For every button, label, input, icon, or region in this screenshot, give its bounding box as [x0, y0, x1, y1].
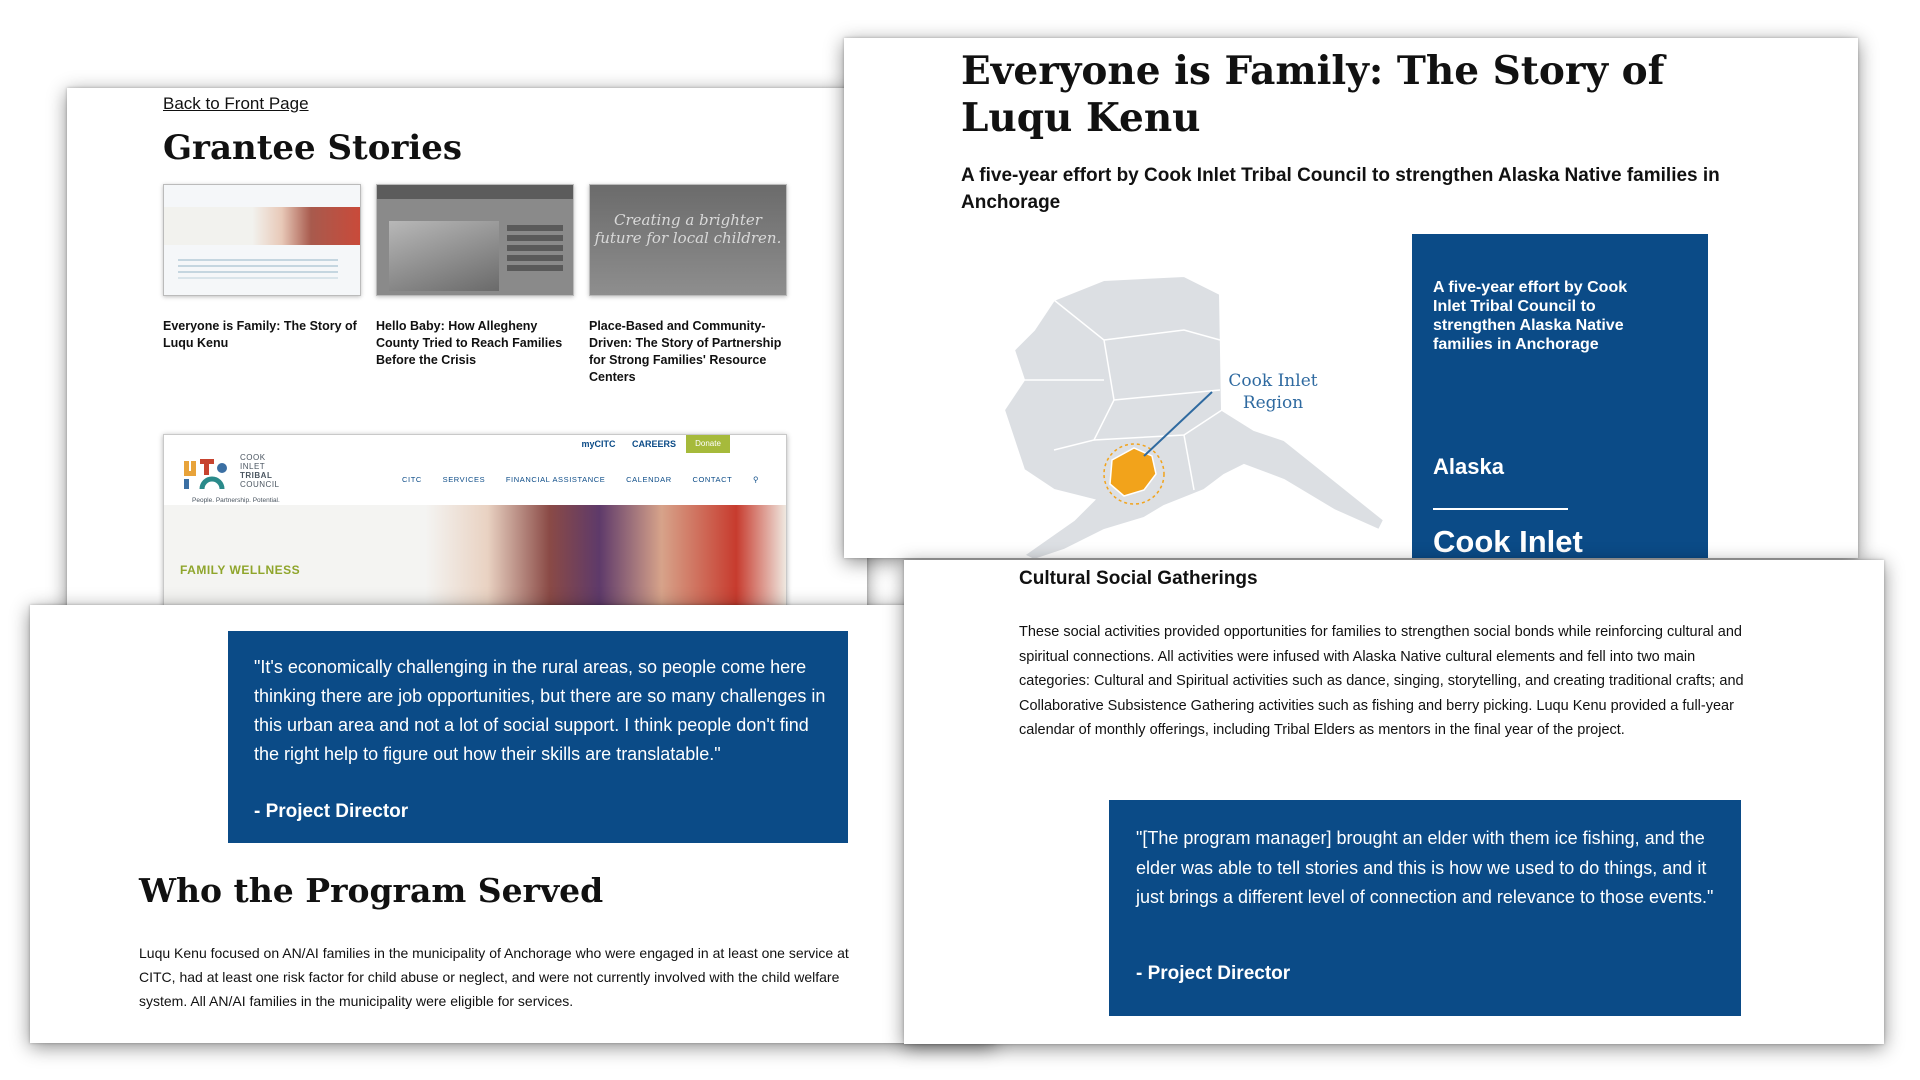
careers-link: CAREERS [631, 439, 676, 449]
who-served-panel [30, 605, 995, 1043]
search-icon: ⚲ [753, 475, 760, 484]
region-area-label: Cook Inlet [1433, 524, 1583, 558]
thumbnail-header-bar [377, 185, 573, 199]
story-card-place-based[interactable] [589, 184, 787, 386]
region-state-label: Alaska [1433, 454, 1504, 479]
grantee-stories-panel [67, 88, 867, 648]
grantee-stories-title: Grantee Stories [163, 128, 463, 168]
story-card-thumbnail[interactable] [163, 184, 361, 296]
back-to-front-page-link[interactable]: Back to Front Page [163, 94, 309, 113]
donate-button: Donate [686, 435, 730, 453]
pull-quote-elder [1109, 800, 1741, 1016]
quote-attribution: - Project Director [254, 801, 409, 822]
thumbnail-side-links [507, 225, 563, 231]
thumbnail-photo [389, 221, 499, 291]
cultural-gatherings-panel [904, 560, 1884, 1044]
nav-services: SERVICES [442, 475, 486, 484]
quote-text: "[The program manager] brought an elder with them ice fishing, and the elder was able to tell stories and this is how we used to do things, and it just brings a different level of connection and relevance to those events." [1136, 828, 1714, 907]
citc-top-nav [567, 439, 676, 449]
story-card-caption[interactable]: Hello Baby: How Allegheny County Tried to Reach Families Before the Crisis [376, 319, 563, 367]
citc-logo-text: COOK INLET TRIBAL COUNCIL [240, 453, 280, 489]
cook-inlet-region-label: Cook Inlet Region [1228, 371, 1318, 413]
citc-logo-icon [182, 457, 234, 491]
quote-text: "It's economically challenging in the rural areas, so people come here thinking there are job opportunities, but there are so many challenges in this urban area and not a lot of social support. I think people don't find the right help to figure out how their skills are translatable." [254, 657, 826, 764]
nav-calendar: CALENDAR [626, 475, 672, 484]
nav-financial-assistance: FINANCIAL ASSISTANCE [505, 475, 606, 484]
alaska-shape [1004, 276, 1384, 558]
thumbnail-hero-image [164, 207, 360, 245]
story-card-thumbnail[interactable] [589, 184, 787, 296]
story-card-luqu-kenu[interactable] [163, 184, 361, 352]
region-divider [1433, 508, 1568, 510]
citc-main-nav [402, 475, 777, 484]
story-card-caption[interactable]: Everyone is Family: The Story of Luqu Kenu [163, 319, 357, 350]
quote-attribution: - Project Director [1136, 963, 1291, 984]
pull-quote-rural [228, 631, 848, 843]
nav-citc: CITC [402, 475, 422, 484]
story-card-hello-baby[interactable] [376, 184, 574, 369]
who-served-body: Luqu Kenu focused on AN/AI families in the municipality of Anchorage who were engaged in at least one service at CITC, had at least one risk factor for child abuse or neglect, and were not currently involved with the child welfare system. All AN/AI families in the municipality were eligible for services. [139, 945, 849, 1009]
who-served-heading: Who the Program Served [139, 871, 604, 910]
mycitc-link: myCITC [581, 439, 616, 449]
family-wellness-label: FAMILY WELLNESS [180, 563, 301, 577]
region-info-box [1412, 234, 1708, 558]
story-header-panel [844, 38, 1858, 558]
citc-tagline: People. Partnership. Potential. [192, 497, 280, 504]
story-subtitle: A five-year effort by Cook Inlet Tribal Council to strengthen Alaska Native families in Anchorage [961, 165, 1720, 213]
cultural-gatherings-heading: Cultural Social Gatherings [1019, 568, 1258, 589]
thumbnail-text-lines [178, 259, 338, 261]
story-card-caption[interactable]: Place-Based and Community-Driven: The Story of Partnership for Strong Families' Resource Centers [589, 319, 782, 384]
story-card-thumbnail[interactable] [376, 184, 574, 296]
cultural-gatherings-body: These social activities provided opportunities for families to strengthen social bonds while reinforcing cultural and spiritual connections. All activities were infused with Alaska Native cultural elements and fell into two main categories: Cultural and Spiritual activities such as dance, singing, storytelling, and creating traditional crafts; and Collaborative Subsistence Gathering activities such as fishing and berry picking. Luqu Kenu provided a full-year calendar of monthly offerings, including Tribal Elders as mentors in the final year of the project. [1019, 624, 1744, 738]
nav-contact: CONTACT [692, 475, 733, 484]
story-title: Everyone is Family: The Story of Luqu Kenu [961, 48, 1665, 141]
thumbnail-script-text: Creating a brighter future for local children. [594, 211, 782, 247]
region-info-text: A five-year effort by Cook Inlet Tribal Council to strengthen Alaska Native families in Anchorage [1433, 279, 1628, 353]
